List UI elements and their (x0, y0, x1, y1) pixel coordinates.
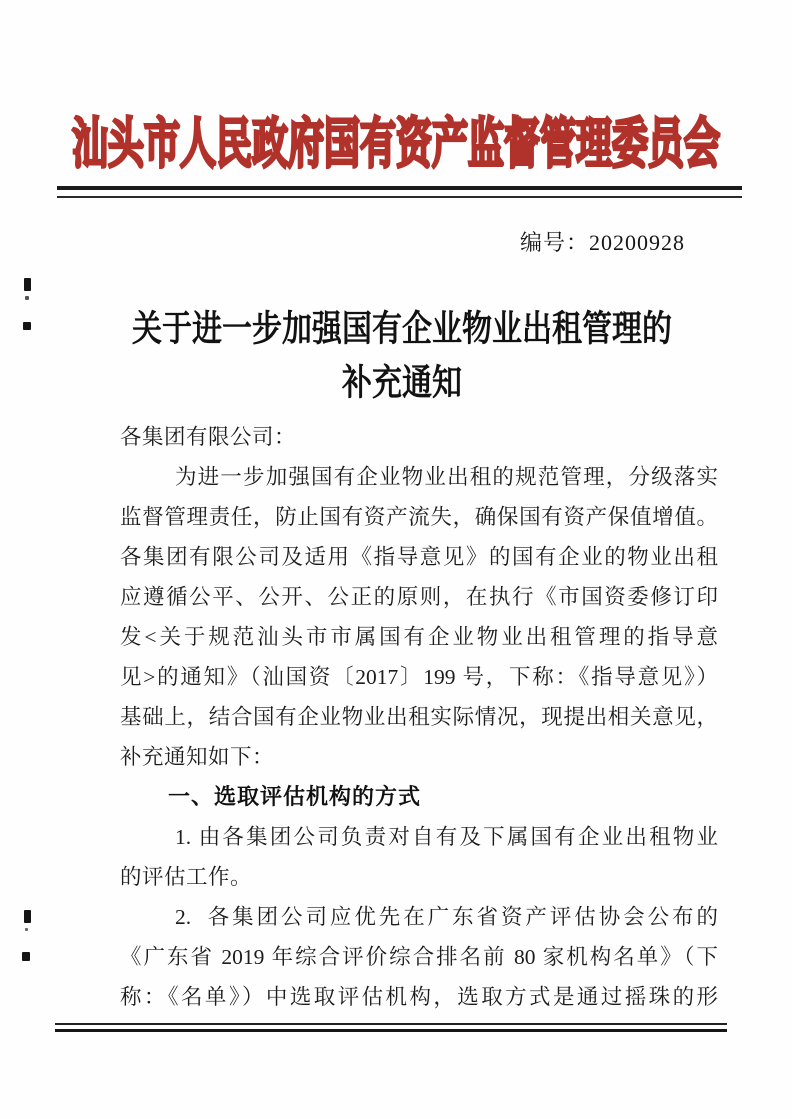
body-line: 2. 各集团公司应优先在广东省资产评估协会公布的 (175, 905, 718, 929)
body-line: 各集团有限公司及适用《指导意见》的国有企业的物业出租 (120, 545, 718, 569)
notice-title-line2: 补充通知 (342, 363, 462, 403)
body-line: 称：《名单》）中选取评估机构，选取方式是通过摇珠的形 (120, 985, 718, 1009)
scan-speck (24, 278, 31, 291)
body-line: 监督管理责任，防止国有资产流失，确保国有资产保值增值。 (120, 505, 718, 529)
notice-title-line1: 关于进一步加强国有企业物业出租管理的 (132, 309, 672, 349)
body-line: 的评估工作。 (120, 865, 253, 889)
body-line: 《广东省 2019 年综合评价综合排名前 80 家机构名单》（下 (120, 945, 718, 969)
body-line: 为进一步加强国有企业物业出租的规范管理，分级落实 (175, 465, 718, 489)
body-text (120, 417, 718, 1017)
body-line: 发<关于规范汕头市市属国有企业物业出租管理的指导意 (120, 625, 718, 649)
footer-rule-thick (55, 1029, 727, 1032)
scan-speck (23, 322, 31, 330)
header-rule-thick (57, 186, 742, 190)
body-line: 应遵循公平、公开、公正的原则，在执行《市国资委修订印 (120, 585, 718, 609)
body-line-salutation: 各集团有限公司： (120, 425, 297, 449)
letterhead-agency-title: 汕头市人民政府国有资产监督管理委员会 (71, 114, 720, 174)
body-line: 补充通知如下： (120, 745, 275, 769)
document-number: 编号：20200928 (520, 230, 686, 255)
scan-speck (24, 910, 31, 923)
body-line: 见>的通知》（汕国资〔2017〕199 号，下称：《指导意见》） (120, 665, 718, 689)
footer-rule-thin (55, 1023, 727, 1025)
header-rule-thin (57, 196, 742, 198)
body-line: 1. 由各集团公司负责对自有及下属国有企业出租物业 (175, 825, 718, 849)
notice-title (102, 302, 702, 410)
scan-speck (25, 928, 28, 931)
body-line: 基础上，结合国有企业物业出租实际情况，现提出相关意见， (120, 705, 718, 729)
scan-speck (22, 952, 30, 961)
scan-speck (25, 296, 29, 300)
section-heading: 一、选取评估机构的方式 (168, 784, 422, 809)
